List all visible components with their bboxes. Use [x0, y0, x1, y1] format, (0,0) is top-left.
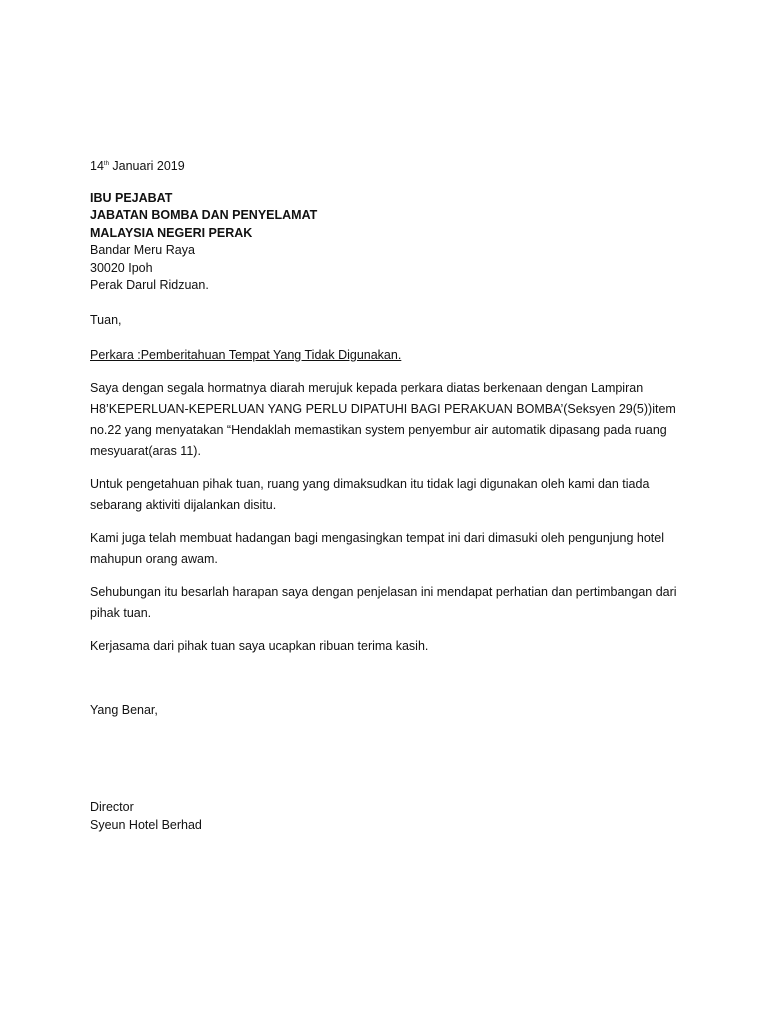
- paragraph-1: Saya dengan segala hormatnya diarah merujuk kepada perkara diatas berkenaan dengan Lampiran H8’KEPERLUAN-KEPERLUAN YANG PERLU DIPATUHI BAGI PERAKUAN BOMBA’(Seksyen 29(5))item no.22 yang menyatakan “Hendaklah memastikan system penyembur air automatik dipasang pada ruang mesyuarat(aras 11).: [90, 380, 676, 458]
- address-line-4: Bandar Meru Raya: [90, 243, 195, 257]
- signatory-company: Syeun Hotel Berhad: [90, 817, 202, 832]
- date-suffix: th: [103, 160, 109, 167]
- paragraph-4: Sehubungan itu besarlah harapan saya dengan penjelasan ini mendapat perhatian dan pertimbangan dari pihak tuan.: [90, 584, 677, 620]
- paragraph-5: Kerjasama dari pihak tuan saya ucapkan ribuan terima kasih.: [90, 638, 429, 653]
- date-month-year: Januari 2019: [108, 159, 185, 173]
- recipient-address: [90, 190, 680, 295]
- signatory-title: Director: [90, 800, 134, 814]
- paragraph-2: Untuk pengetahuan pihak tuan, ruang yang dimaksudkan itu tidak lagi digunakan oleh kami dan tiada sebarang aktiviti dijalankan disitu.: [90, 476, 650, 512]
- letter-body: [90, 158, 680, 834]
- paragraph-3: Kami juga telah membuat hadangan bagi mengasingkan tempat ini dari dimasuki oleh pengunjung hotel mahupun orang awam.: [90, 530, 664, 566]
- salutation: Tuan,: [90, 312, 122, 327]
- address-line-5: 30020 Ipoh: [90, 260, 153, 275]
- address-line-3: MALAYSIA NEGERI PERAK: [90, 225, 253, 240]
- letter-date: [90, 158, 680, 176]
- date-day: 14: [90, 159, 104, 173]
- address-line-1: IBU PEJABAT: [90, 190, 173, 205]
- signature-block: [90, 799, 680, 834]
- address-line-2: JABATAN BOMBA DAN PENYELAMAT: [90, 208, 318, 222]
- subject-line: Perkara :Pemberitahuan Tempat Yang Tidak Digunakan.: [90, 348, 402, 362]
- address-line-6: Perak Darul Ridzuan.: [90, 278, 209, 292]
- closing: Yang Benar,: [90, 702, 158, 717]
